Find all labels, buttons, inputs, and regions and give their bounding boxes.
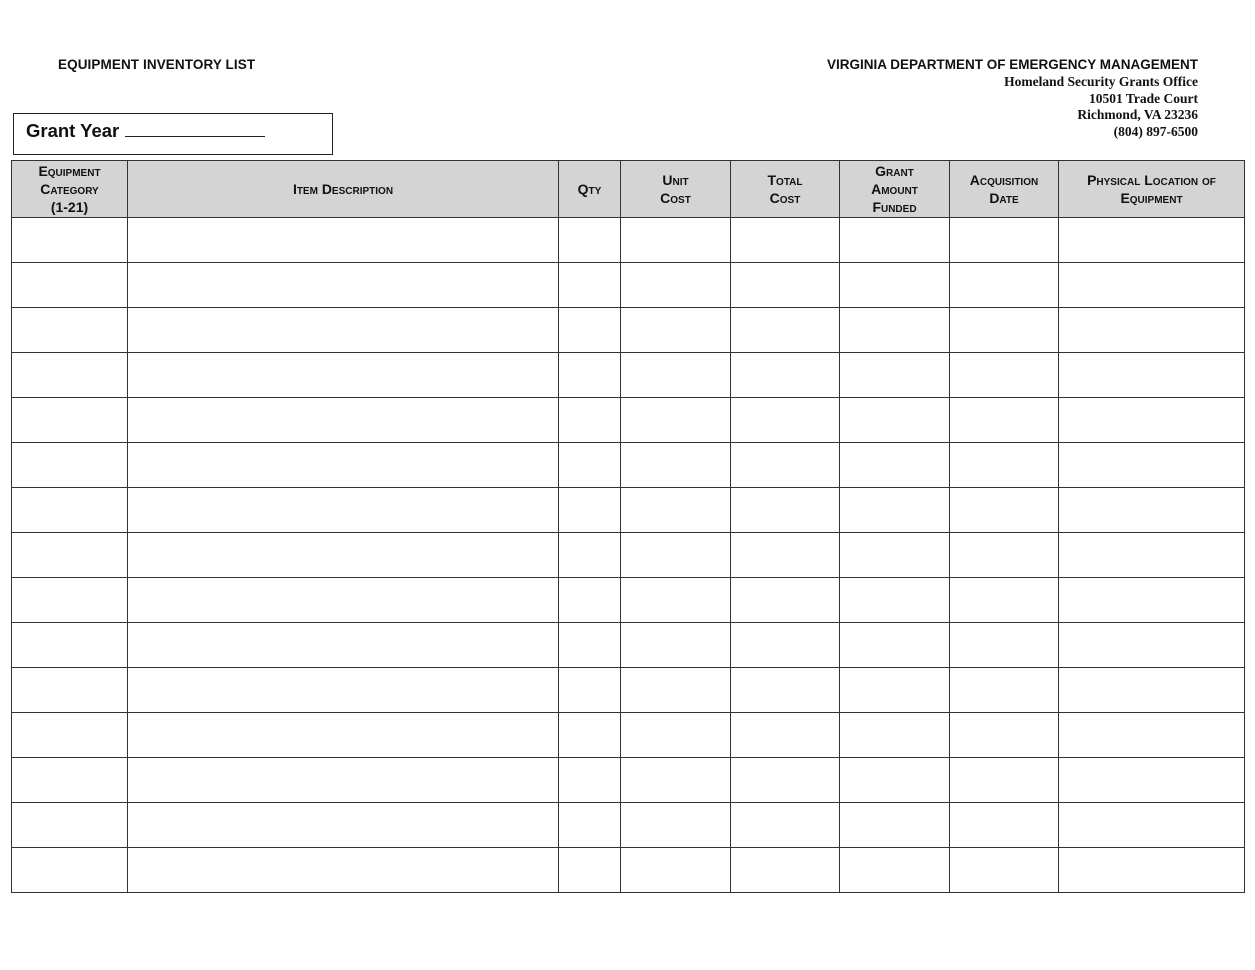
- total-cost-cell[interactable]: [731, 263, 840, 308]
- table-header-row: [12, 161, 1245, 218]
- qty-cell[interactable]: [559, 848, 621, 893]
- physical-location-cell[interactable]: [1059, 488, 1245, 533]
- grant-amount-funded-cell[interactable]: [840, 398, 950, 443]
- acquisition-date-cell[interactable]: [950, 758, 1059, 803]
- total-cost-cell[interactable]: [731, 488, 840, 533]
- column-header-equipment-category: Equipment Category (1-21): [12, 161, 128, 218]
- equipment-category-cell[interactable]: [12, 668, 128, 713]
- qty-cell[interactable]: [559, 668, 621, 713]
- equipment-category-cell[interactable]: [12, 848, 128, 893]
- physical-location-cell[interactable]: [1059, 443, 1245, 488]
- total-cost-cell[interactable]: [731, 218, 840, 263]
- column-header-total-cost: Total Cost: [731, 161, 840, 218]
- unit-cost-cell[interactable]: [621, 443, 731, 488]
- unit-cost-cell[interactable]: [621, 218, 731, 263]
- qty-cell[interactable]: [559, 578, 621, 623]
- total-cost-cell[interactable]: [731, 398, 840, 443]
- equipment-inventory-table: [11, 160, 1245, 893]
- grant-amount-funded-cell[interactable]: [840, 308, 950, 353]
- qty-cell[interactable]: [559, 443, 621, 488]
- total-cost-cell[interactable]: [731, 443, 840, 488]
- phone-number: (804) 897-6500: [1113, 123, 1198, 139]
- equipment-category-cell[interactable]: [12, 578, 128, 623]
- grant-amount-funded-cell[interactable]: [840, 623, 950, 668]
- equipment-category-cell[interactable]: [12, 263, 128, 308]
- unit-cost-cell[interactable]: [621, 308, 731, 353]
- acquisition-date-cell[interactable]: [950, 713, 1059, 758]
- equipment-category-cell[interactable]: [12, 443, 128, 488]
- total-cost-cell[interactable]: [731, 578, 840, 623]
- column-header-item-description: Item Description: [128, 161, 559, 218]
- item-description-cell[interactable]: [128, 308, 559, 353]
- physical-location-cell[interactable]: [1059, 668, 1245, 713]
- table-row: [12, 308, 1245, 353]
- column-header-unit-cost: Unit Cost: [621, 161, 731, 218]
- acquisition-date-cell[interactable]: [950, 398, 1059, 443]
- physical-location-cell[interactable]: [1059, 803, 1245, 848]
- grant-amount-funded-cell[interactable]: [840, 758, 950, 803]
- equipment-category-cell[interactable]: [12, 488, 128, 533]
- unit-cost-cell[interactable]: [621, 668, 731, 713]
- unit-cost-cell[interactable]: [621, 353, 731, 398]
- table-row: [12, 623, 1245, 668]
- table-body: [12, 218, 1245, 893]
- grant-amount-funded-cell[interactable]: [840, 443, 950, 488]
- total-cost-cell[interactable]: [731, 623, 840, 668]
- physical-location-cell[interactable]: [1059, 713, 1245, 758]
- acquisition-date-cell[interactable]: [950, 218, 1059, 263]
- qty-cell[interactable]: [559, 488, 621, 533]
- table-row: [12, 533, 1245, 578]
- organization-address-block: [827, 57, 1198, 140]
- table-row: [12, 218, 1245, 263]
- grant-amount-funded-cell[interactable]: [840, 848, 950, 893]
- acquisition-date-cell[interactable]: [950, 263, 1059, 308]
- acquisition-date-cell[interactable]: [950, 803, 1059, 848]
- equipment-category-cell[interactable]: [12, 623, 128, 668]
- grant-amount-funded-cell[interactable]: [840, 578, 950, 623]
- physical-location-cell[interactable]: [1059, 263, 1245, 308]
- physical-location-cell[interactable]: [1059, 848, 1245, 893]
- grant-amount-funded-cell[interactable]: [840, 713, 950, 758]
- item-description-cell[interactable]: [128, 713, 559, 758]
- total-cost-cell[interactable]: [731, 668, 840, 713]
- item-description-cell[interactable]: [128, 398, 559, 443]
- grant-year-label: Grant Year: [26, 120, 120, 141]
- physical-location-cell[interactable]: [1059, 623, 1245, 668]
- column-header-physical-location: Physical Location of Equipment: [1059, 161, 1245, 218]
- unit-cost-cell[interactable]: [621, 578, 731, 623]
- grant-year-blank-field[interactable]: [125, 122, 265, 137]
- table-row: [12, 848, 1245, 893]
- physical-location-cell[interactable]: [1059, 578, 1245, 623]
- grant-amount-funded-cell[interactable]: [840, 533, 950, 578]
- unit-cost-cell[interactable]: [621, 533, 731, 578]
- physical-location-cell[interactable]: [1059, 218, 1245, 263]
- unit-cost-cell[interactable]: [621, 488, 731, 533]
- item-description-cell[interactable]: [128, 623, 559, 668]
- qty-cell[interactable]: [559, 803, 621, 848]
- item-description-cell[interactable]: [128, 263, 559, 308]
- grant-amount-funded-cell[interactable]: [840, 218, 950, 263]
- total-cost-cell[interactable]: [731, 803, 840, 848]
- equipment-category-cell[interactable]: [12, 758, 128, 803]
- equipment-category-cell[interactable]: [12, 218, 128, 263]
- acquisition-date-cell[interactable]: [950, 668, 1059, 713]
- acquisition-date-cell[interactable]: [950, 578, 1059, 623]
- unit-cost-cell[interactable]: [621, 263, 731, 308]
- equipment-category-cell[interactable]: [12, 713, 128, 758]
- unit-cost-cell[interactable]: [621, 623, 731, 668]
- physical-location-cell[interactable]: [1059, 398, 1245, 443]
- city-state-zip: Richmond, VA 23236: [1077, 107, 1198, 122]
- acquisition-date-cell[interactable]: [950, 533, 1059, 578]
- physical-location-cell[interactable]: [1059, 308, 1245, 353]
- grant-amount-funded-cell[interactable]: [840, 668, 950, 713]
- column-header-qty: Qty: [559, 161, 621, 218]
- street-address: 10501 Trade Court: [1089, 90, 1198, 106]
- total-cost-cell[interactable]: [731, 713, 840, 758]
- qty-cell[interactable]: [559, 398, 621, 443]
- total-cost-cell[interactable]: [731, 308, 840, 353]
- equipment-category-cell[interactable]: [12, 353, 128, 398]
- total-cost-cell[interactable]: [731, 353, 840, 398]
- unit-cost-cell[interactable]: [621, 758, 731, 803]
- column-header-grant-amount-funded: Grant Amount Funded: [840, 161, 950, 218]
- grant-amount-funded-cell[interactable]: [840, 353, 950, 398]
- qty-cell[interactable]: [559, 308, 621, 353]
- item-description-cell[interactable]: [128, 353, 559, 398]
- item-description-cell[interactable]: [128, 488, 559, 533]
- table-row: [12, 353, 1245, 398]
- item-description-cell[interactable]: [128, 218, 559, 263]
- grant-amount-funded-cell[interactable]: [840, 488, 950, 533]
- table-row: [12, 488, 1245, 533]
- table-row: [12, 803, 1245, 848]
- table-row: [12, 758, 1245, 803]
- acquisition-date-cell[interactable]: [950, 353, 1059, 398]
- total-cost-cell[interactable]: [731, 533, 840, 578]
- acquisition-date-cell[interactable]: [950, 443, 1059, 488]
- table-row: [12, 713, 1245, 758]
- table-row: [12, 398, 1245, 443]
- unit-cost-cell[interactable]: [621, 848, 731, 893]
- grant-amount-funded-cell[interactable]: [840, 803, 950, 848]
- acquisition-date-cell[interactable]: [950, 308, 1059, 353]
- office-name: Homeland Security Grants Office: [1004, 74, 1198, 89]
- item-description-cell[interactable]: [128, 848, 559, 893]
- qty-cell[interactable]: [559, 353, 621, 398]
- qty-cell[interactable]: [559, 758, 621, 803]
- organization-name: VIRGINIA DEPARTMENT OF EMERGENCY MANAGEMENT: [826, 57, 1198, 72]
- physical-location-cell[interactable]: [1059, 533, 1245, 578]
- table-row: [12, 263, 1245, 308]
- acquisition-date-cell[interactable]: [950, 488, 1059, 533]
- table-row: [12, 668, 1245, 713]
- physical-location-cell[interactable]: [1059, 758, 1245, 803]
- unit-cost-cell[interactable]: [621, 803, 731, 848]
- qty-cell[interactable]: [559, 218, 621, 263]
- acquisition-date-cell[interactable]: [950, 623, 1059, 668]
- equipment-category-cell[interactable]: [12, 308, 128, 353]
- total-cost-cell[interactable]: [731, 848, 840, 893]
- qty-cell[interactable]: [559, 533, 621, 578]
- unit-cost-cell[interactable]: [621, 713, 731, 758]
- physical-location-cell[interactable]: [1059, 353, 1245, 398]
- grant-year-box: [13, 113, 333, 155]
- document-title: EQUIPMENT INVENTORY LIST: [58, 57, 256, 72]
- equipment-category-cell[interactable]: [12, 533, 128, 578]
- qty-cell[interactable]: [559, 623, 621, 668]
- unit-cost-cell[interactable]: [621, 398, 731, 443]
- table-row: [12, 443, 1245, 488]
- item-description-cell[interactable]: [128, 443, 559, 488]
- acquisition-date-cell[interactable]: [950, 848, 1059, 893]
- table-row: [12, 578, 1245, 623]
- total-cost-cell[interactable]: [731, 758, 840, 803]
- qty-cell[interactable]: [559, 263, 621, 308]
- column-header-acquisition-date: Acquisition Date: [950, 161, 1059, 218]
- qty-cell[interactable]: [559, 713, 621, 758]
- grant-amount-funded-cell[interactable]: [840, 263, 950, 308]
- item-description-cell[interactable]: [128, 803, 559, 848]
- item-description-cell[interactable]: [128, 668, 559, 713]
- item-description-cell[interactable]: [128, 533, 559, 578]
- equipment-category-cell[interactable]: [12, 803, 128, 848]
- equipment-category-cell[interactable]: [12, 398, 128, 443]
- item-description-cell[interactable]: [128, 758, 559, 803]
- item-description-cell[interactable]: [128, 578, 559, 623]
